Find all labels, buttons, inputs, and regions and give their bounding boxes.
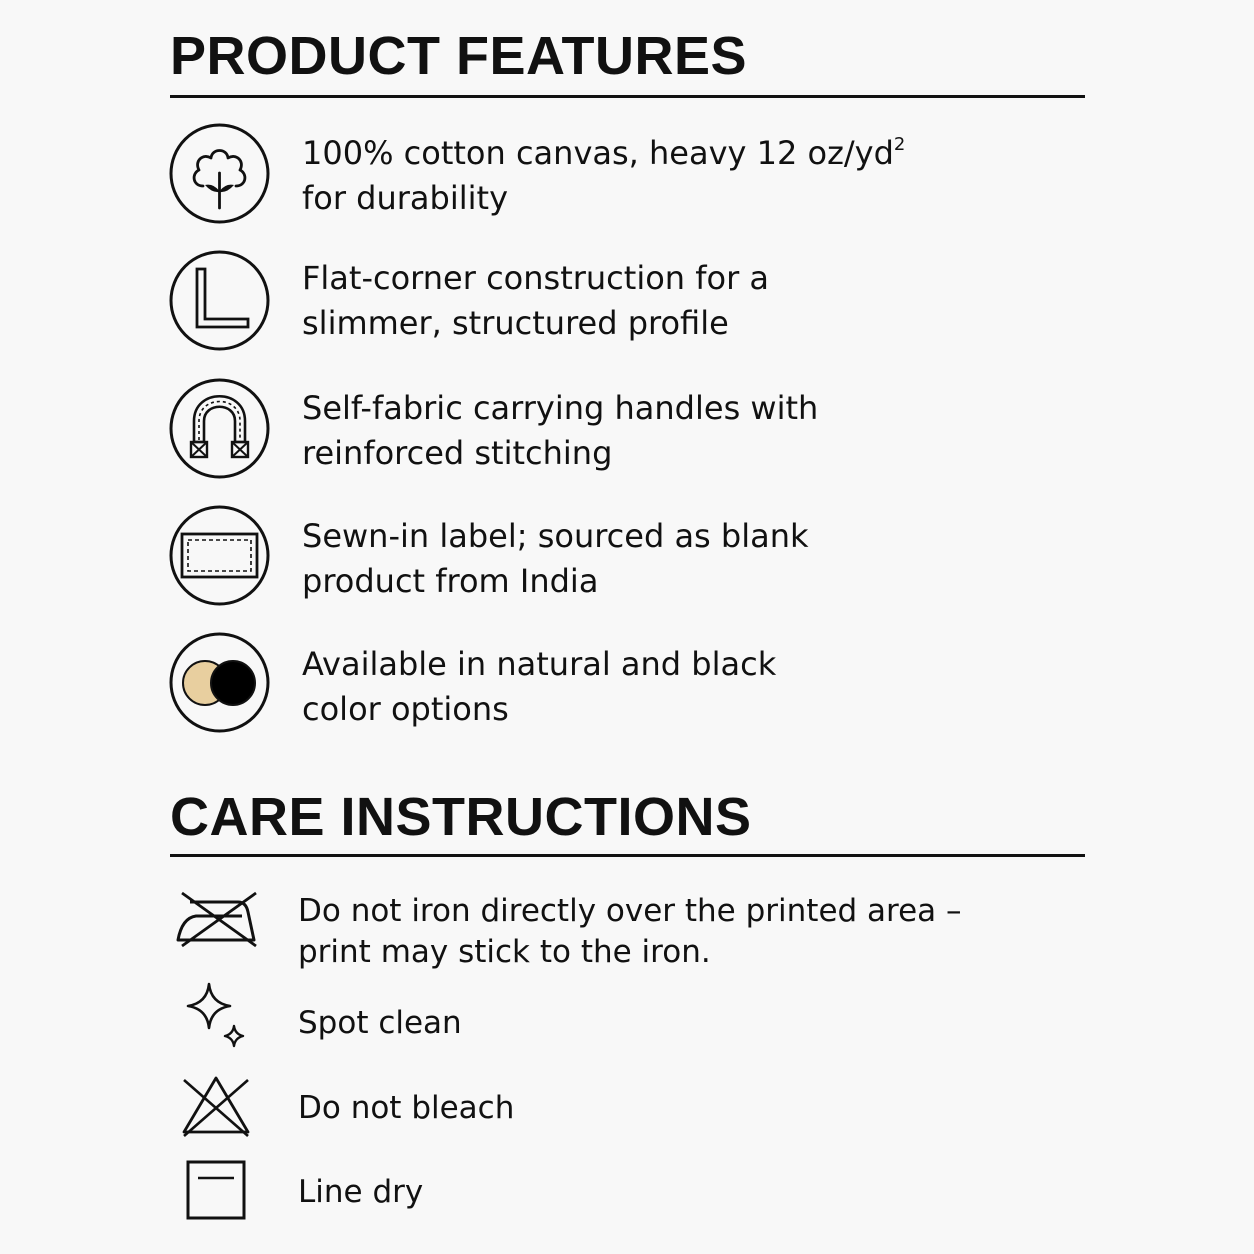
do-not-iron-icon [176,888,260,972]
feature-text-line-1: Sewn-in label; sourced as blank [302,517,809,555]
color-options-icon [169,632,270,733]
feature-text-line-2: for durability [302,179,508,217]
care-text-line-1: Line dry [298,1174,424,1210]
flat-corner-icon [169,250,270,351]
care-text-line-1: Do not bleach [298,1090,515,1126]
superscript-2: 2 [893,134,906,155]
feature-text-line-2: slimmer, structured profile [302,304,729,342]
care-text-line-1: Spot clean [298,1005,462,1041]
cotton-flower-icon [169,123,270,224]
feature-text-line-2: product from India [302,562,599,600]
care-instructions-title: CARE INSTRUCTIONS [170,787,752,847]
feature-text-line-2: reinforced stitching [302,434,613,472]
feature-text-line-1: 100% cotton canvas, heavy 12 $oz/yd^2$ [302,134,906,172]
spot-clean-icon [176,982,260,1066]
line-dry-icon [176,1160,260,1244]
feature-text-line-1: Flat-corner construction for a [302,259,770,297]
product-features-divider [170,95,1085,98]
care-instructions-divider [170,854,1085,857]
sewn-label-icon [169,505,270,606]
feature-text-line-2: color options [302,690,509,728]
feature-text-line-1: Self-fabric carrying handles with [302,389,819,427]
handles-icon [169,378,270,479]
care-text-line-1: Do not iron directly over the printed area – [298,893,962,929]
feature-text-line-1: Available in natural and black [302,645,777,683]
black-swatch [211,661,255,705]
do-not-bleach-icon [176,1074,260,1158]
care-text-line-2: print may stick to the iron. [298,934,711,970]
product-features-title: PRODUCT FEATURES [170,26,748,86]
